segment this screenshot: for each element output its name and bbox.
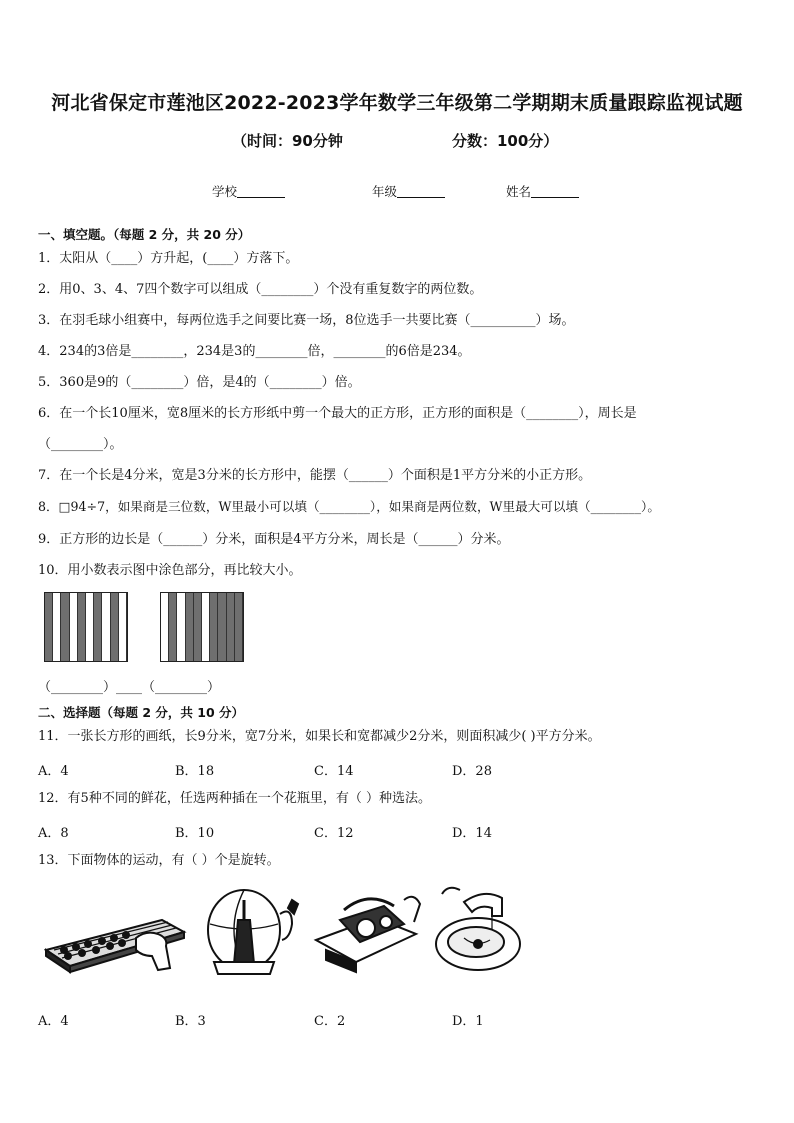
question-6: 6．在一个长10厘米，宽8厘米的长方形纸中剪一个最大的正方形，正方形的面积是（________），周长是 [38,406,637,421]
right-stripe-1 [161,593,169,661]
left-stripe-8 [102,593,110,661]
right-stripe-5 [194,593,202,661]
question-3: 3．在羽毛球小组赛中，每两位选手之间要比赛一场，8位选手一共要比赛（__________）场。 [38,313,575,328]
compare-line: （________）____（________） [38,680,221,695]
question-5: 5．360是9的（________）倍，是4的（________）倍。 [38,375,361,390]
question-8: 8．□94÷7，如果商是三位数，W里最小可以填（________），如果商是两位数，W里最大可以填（________）。 [38,499,660,514]
exam-score: 分数：100分） [452,132,559,150]
question-2: 2．用0、3、4、7四个数字可以组成（________）个没有重复数字的两位数。 [38,282,483,297]
section1-heading: 一、填空题。（每题 2 分，共 20 分） [38,227,251,242]
abacus-illustration [46,920,184,972]
question-6-cont: （________）。 [38,437,123,452]
question-12: 12．有5种不同的鲜花，任选两种插在一个花瓶里，有（ ）种选法。 [38,791,431,806]
q12-option-d[interactable]: D．14 [452,826,492,841]
right-stripe-6 [202,593,210,661]
school-blank[interactable] [237,184,285,198]
name-label: 姓名 [506,184,532,199]
exam-title: 河北省保定市莲池区2022-2023学年数学三年级第二学期期末质量跟踪监视试题 [51,92,743,114]
right-stripe-4 [186,593,194,661]
right-stripe-3 [177,593,185,661]
exam-time: （时间：90分钟 [232,132,343,150]
q11-option-b[interactable]: B．18 [175,764,215,779]
question-1: 1．太阳从（____）方升起，(____）方落下。 [38,251,299,266]
question-9: 9．正方形的边长是（______）分米，面积是4平方分米，周长是（______）分米。 [38,532,510,547]
globe-illustration [208,890,298,974]
school-field[interactable] [212,182,285,200]
section2-heading: 二、选择题（每题 2 分，共 10 分） [38,705,245,720]
question-7: 7．在一个长是4分米，宽是3分米的长方形中，能摆（______）个面积是1平方分米的小正方形。 [38,468,592,483]
left-stripe-4 [70,593,78,661]
grade-blank[interactable] [397,184,445,198]
q13-option-a[interactable]: A．4 [38,1014,69,1029]
left-stripe-9 [111,593,119,661]
grade-label: 年级 [372,184,398,199]
q13-option-b[interactable]: B．3 [175,1014,206,1029]
left-stripe-6 [86,593,94,661]
sink-illustration [436,888,520,970]
q11-option-d[interactable]: D．28 [452,764,492,779]
q12-option-c[interactable]: C．12 [314,826,354,841]
q12-option-b[interactable]: B．10 [175,826,215,841]
left-stripe-10 [119,593,127,661]
question-4: 4．234的3倍是________，234是3的________倍，________的6倍是234。 [38,344,471,359]
right-stripe-9 [227,593,235,661]
q11-option-c[interactable]: C．14 [314,764,354,779]
right-stripe-10 [235,593,243,661]
name-field[interactable] [506,182,579,200]
grade-field[interactable] [372,182,445,200]
name-blank[interactable] [531,184,579,198]
stripe-figure-right [160,592,244,662]
q11-option-a[interactable]: A．4 [38,764,69,779]
left-stripe-5 [78,593,86,661]
motion-illustrations [44,880,524,980]
left-stripe-2 [53,593,61,661]
tape-recorder-illustration [316,897,420,972]
left-stripe-1 [45,593,53,661]
left-stripe-7 [94,593,102,661]
question-11: 11．一张长方形的画纸，长9分米，宽7分米，如果长和宽都减少2分米，则面积减少( )平方分米。 [38,729,601,744]
question-13: 13．下面物体的运动，有（ ）个是旋转。 [38,853,280,868]
right-stripe-7 [210,593,218,661]
question-10: 10．用小数表示图中涂色部分，再比较大小。 [38,563,302,578]
right-stripe-2 [169,593,177,661]
left-stripe-3 [61,593,69,661]
stripe-figure-left [44,592,128,662]
right-stripe-8 [218,593,226,661]
q13-option-c[interactable]: C．2 [314,1014,346,1029]
q12-option-a[interactable]: A．8 [38,826,69,841]
school-label: 学校 [212,184,238,199]
q13-option-d[interactable]: D．1 [452,1014,484,1029]
